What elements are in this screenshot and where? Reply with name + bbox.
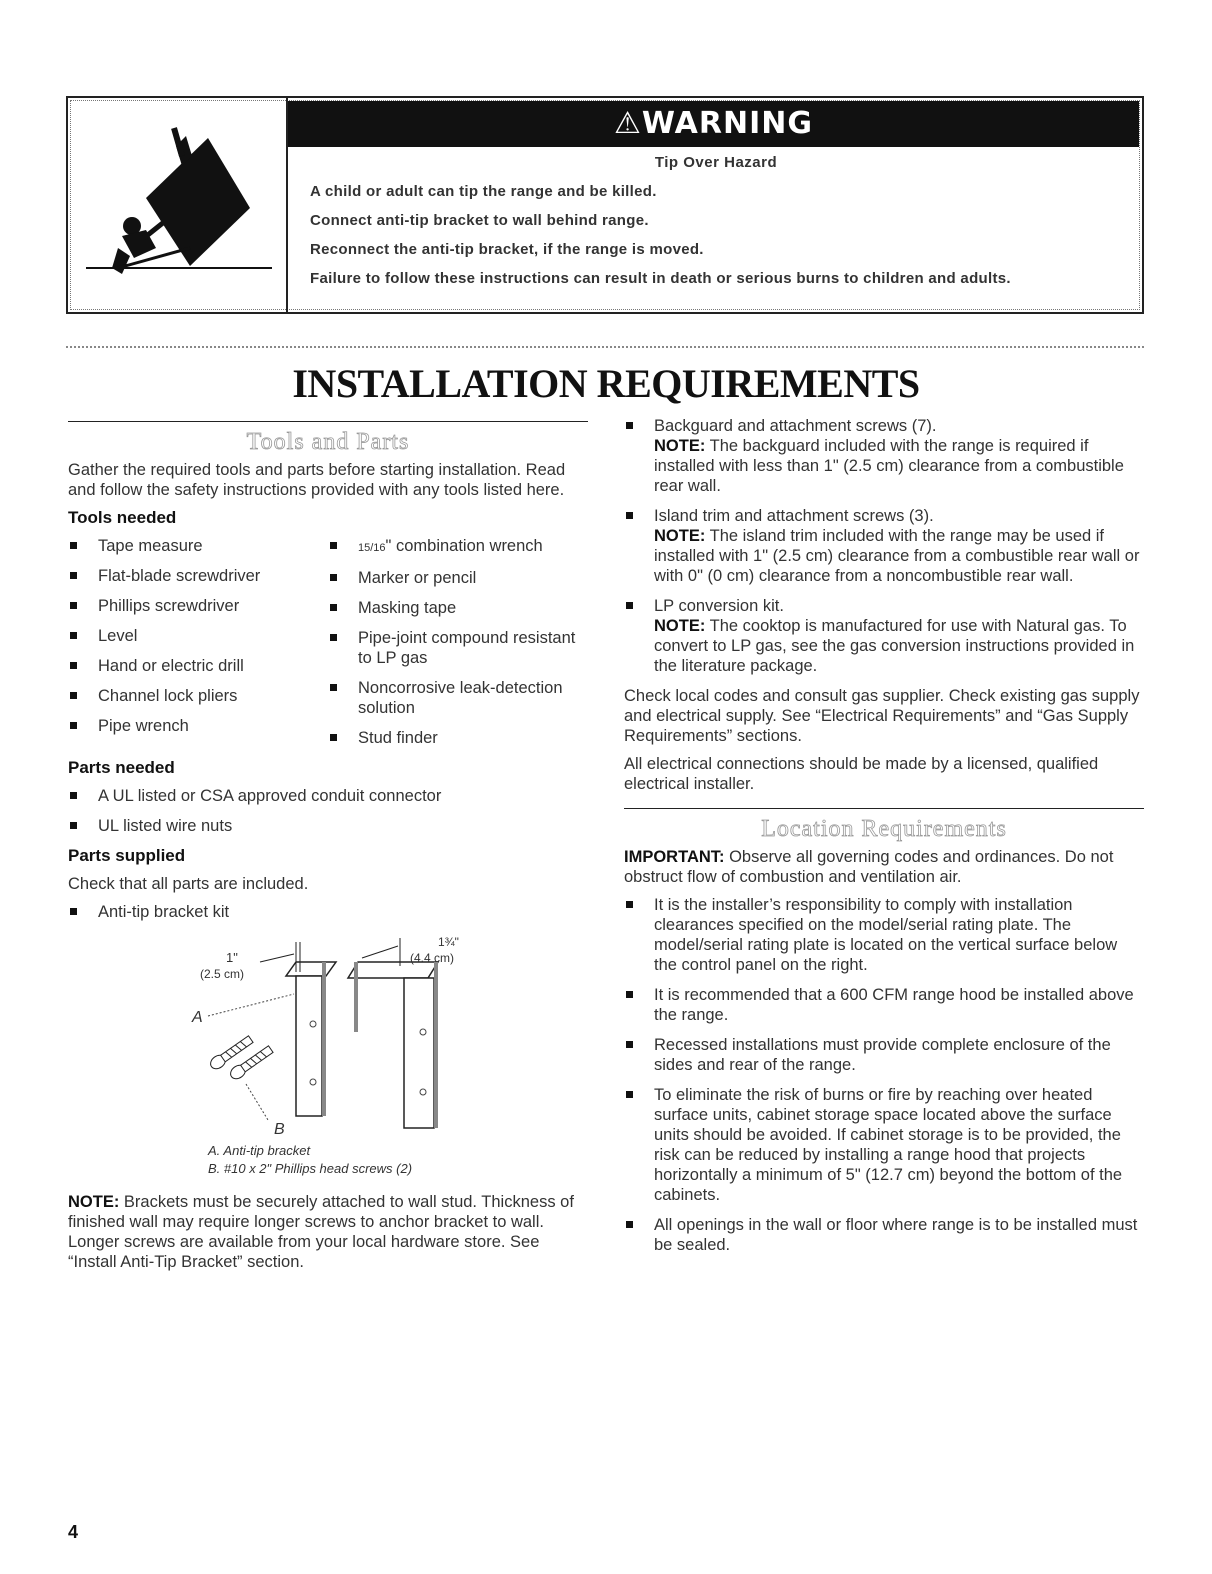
list-item: To eliminate the risk of burns or fire by reaching over heated surface units, cabinet storage space located above the surface units should be avoided. If cabinet storage is to be provided, the risk can be reduced by installing a range hood that projects horizontally a minimum of 5" (12.7 cm) beyond the bottom of the cabinets. bbox=[624, 1085, 1144, 1205]
list-item bbox=[328, 536, 588, 558]
parts-supplied-heading: Parts supplied bbox=[68, 846, 186, 865]
list-item: Noncorrosive leak-detection solution bbox=[328, 678, 588, 718]
list-item: Pipe wrench bbox=[68, 716, 328, 736]
note-text: The backguard included with the range is required if installed with less than 1" (2.5 cm) clearance from a combustible rear wall. bbox=[654, 437, 1124, 495]
figure-caption bbox=[208, 1142, 588, 1178]
warning-line: Connect anti-tip bracket to wall behind range. bbox=[310, 212, 649, 229]
list-item bbox=[624, 506, 1144, 586]
section-rule bbox=[624, 808, 1144, 809]
dimension-1in-metric: (2.5 cm) bbox=[200, 967, 245, 981]
tools-and-parts-column bbox=[68, 421, 588, 1280]
section-heading-location: Location Requirements bbox=[761, 816, 1007, 842]
parts-needed-heading: Parts needed bbox=[68, 758, 175, 777]
parts-list bbox=[68, 786, 588, 836]
warning-line: Reconnect the anti-tip bracket, if the range is moved. bbox=[310, 241, 704, 258]
dimension-1-3-4in: 1¾" bbox=[438, 935, 459, 949]
list-item-note bbox=[654, 526, 1144, 586]
note-label: NOTE: bbox=[654, 527, 706, 545]
tools-list-col2 bbox=[328, 536, 588, 758]
list-item-text: " combination wrench bbox=[385, 537, 543, 555]
warning-subtitle: Tip Over Hazard bbox=[654, 154, 778, 171]
tools-list-col1 bbox=[68, 536, 328, 758]
warning-box bbox=[66, 96, 1144, 314]
parts-supplied-intro: Check that all parts are included. bbox=[68, 875, 309, 893]
list-item: Stud finder bbox=[328, 728, 588, 748]
note-text: The island trim included with the range may be used if installed with 1" (2.5 cm) clearance from a combustible rear wall or with 0" (0 cm) clearance from a noncombustible rear wall. bbox=[654, 527, 1140, 585]
list-item: All openings in the wall or floor where range is to be installed must be sealed. bbox=[624, 1215, 1144, 1255]
list-item: Masking tape bbox=[328, 598, 588, 618]
note-label: NOTE: bbox=[654, 437, 706, 455]
tools-list bbox=[68, 536, 588, 758]
list-item: Recessed installations must provide complete enclosure of the sides and rear of the range. bbox=[624, 1035, 1144, 1075]
right-column bbox=[624, 416, 1144, 1265]
list-item-title: Backguard and attachment screws (7). bbox=[654, 417, 937, 435]
important-label: IMPORTANT: bbox=[624, 848, 725, 866]
caption-b: B. #10 x 2" Phillips head screws (2) bbox=[208, 1161, 413, 1176]
page-title: INSTALLATION REQUIREMENTS bbox=[292, 361, 920, 406]
list-item bbox=[624, 416, 1144, 496]
list-item: Tape measure bbox=[68, 536, 328, 556]
anti-tip-bracket-figure bbox=[68, 932, 588, 1142]
list-item: A UL listed or CSA approved conduit connector bbox=[68, 786, 588, 806]
list-item: Flat-blade screwdriver bbox=[68, 566, 328, 586]
location-list bbox=[624, 895, 1144, 1255]
warning-header-text: WARNING bbox=[641, 106, 813, 141]
list-item: Channel lock pliers bbox=[68, 686, 328, 706]
divider bbox=[66, 346, 1144, 348]
list-item bbox=[624, 596, 1144, 676]
list-item: Marker or pencil bbox=[328, 568, 588, 588]
bracket-illustration bbox=[68, 932, 588, 1142]
note-text: Brackets must be securely attached to wall stud. Thickness of finished wall may require longer screws to anchor bracket to wall. Longer screws are available from your local hardware store. See “Install Anti-Tip Bracket” section. bbox=[68, 1193, 574, 1271]
tools-needed-heading: Tools needed bbox=[68, 508, 177, 527]
list-item: Hand or electric drill bbox=[68, 656, 328, 676]
warning-triangle-icon: ⚠ bbox=[614, 106, 642, 141]
fraction: 15/16 bbox=[358, 542, 386, 554]
note-text: The cooktop is manufactured for use with Natural gas. To convert to LP gas, see the gas conversion instructions provided in the literature package. bbox=[654, 617, 1135, 675]
section-rule bbox=[68, 421, 588, 422]
tools-intro: Gather the required tools and parts before starting installation. Read and follow the safety instructions provided with any tools listed here. bbox=[68, 461, 566, 499]
list-item-title: Island trim and attachment screws (3). bbox=[654, 507, 934, 525]
warning-line: A child or adult can tip the range and be killed. bbox=[310, 183, 657, 200]
label-b: B bbox=[274, 1121, 285, 1138]
list-item: It is the installer’s responsibility to comply with installation clearances specified on the model/serial rating plate. The model/serial rating plate is located on the vertical surface below the control panel on the right. bbox=[624, 895, 1144, 975]
bracket-note bbox=[68, 1192, 588, 1272]
warning-header bbox=[288, 101, 1139, 147]
list-item: UL listed wire nuts bbox=[68, 816, 588, 836]
list-item: It is recommended that a 600 CFM range hood be installed above the range. bbox=[624, 985, 1144, 1025]
list-item: Phillips screwdriver bbox=[68, 596, 328, 616]
codes-paragraph: Check local codes and consult gas supplier. Check existing gas supply and electrical supply. See “Electrical Requirements” and “Gas Supply Requirements” sections. bbox=[624, 687, 1140, 745]
note-label: NOTE: bbox=[68, 1193, 120, 1211]
tip-over-hazard-icon bbox=[68, 98, 286, 312]
label-a: A bbox=[192, 1009, 203, 1026]
important-text: Observe all governing codes and ordinances. Do not obstruct flow of combustion and ventilation air. bbox=[624, 848, 1114, 886]
caption-a: A. Anti-tip bracket bbox=[208, 1143, 311, 1158]
list-item: Anti-tip bracket kit bbox=[68, 902, 588, 922]
important-paragraph bbox=[624, 847, 1144, 887]
page-number: 4 bbox=[68, 1522, 79, 1542]
list-item-title: LP conversion kit. bbox=[654, 597, 784, 615]
tip-over-illustration bbox=[68, 98, 288, 312]
dimension-1in: 1" bbox=[226, 950, 238, 965]
optional-parts-list bbox=[624, 416, 1144, 676]
dimension-1-3-4in-metric: (4.4 cm) bbox=[410, 951, 455, 965]
list-item-note bbox=[654, 436, 1144, 496]
list-item: Level bbox=[68, 626, 328, 646]
warning-text bbox=[310, 154, 1122, 299]
electrical-paragraph: All electrical connections should be made by a licensed, qualified electrical installer. bbox=[624, 755, 1099, 793]
list-item-note bbox=[654, 616, 1144, 676]
list-item: Pipe-joint compound resistant to LP gas bbox=[328, 628, 588, 668]
warning-line: Failure to follow these instructions can result in death or serious burns to children and adults. bbox=[310, 270, 1011, 287]
note-label: NOTE: bbox=[654, 617, 706, 635]
section-heading-tools-parts: Tools and Parts bbox=[246, 429, 410, 455]
supplied-list bbox=[68, 902, 588, 922]
